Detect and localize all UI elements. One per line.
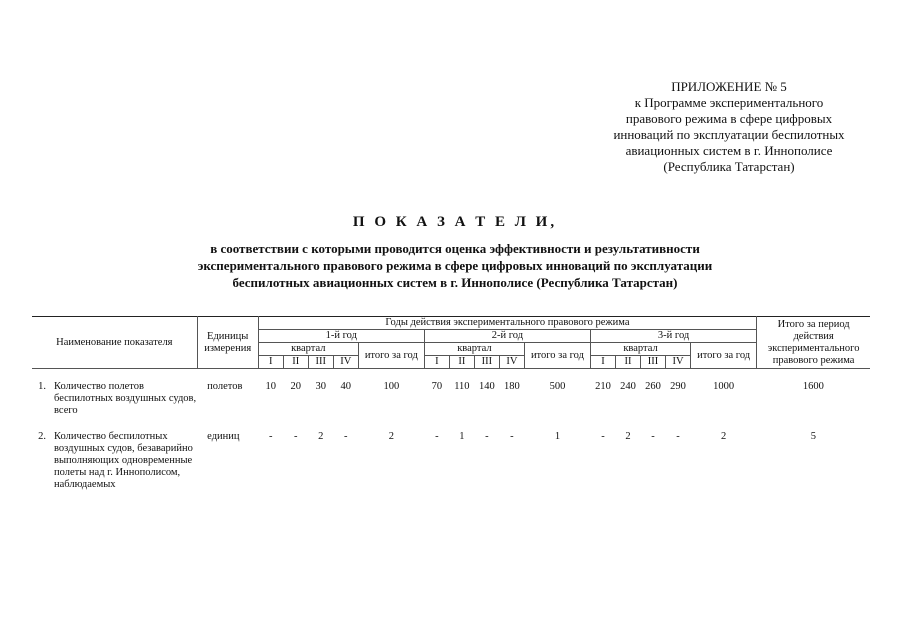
header-q-ii: II bbox=[283, 356, 308, 369]
header-year-2-total: итого за год bbox=[524, 343, 590, 369]
appendix-line: (Республика Татарстан) bbox=[663, 159, 795, 174]
value-cell: 1 bbox=[459, 431, 465, 442]
header-year-3: 3-й год bbox=[590, 330, 756, 343]
header-year-2: 2-й год bbox=[424, 330, 590, 343]
indicators-table bbox=[32, 316, 870, 491]
value-cell: - bbox=[435, 431, 439, 442]
year-total-cell: 100 bbox=[383, 381, 400, 392]
year-total-cell: 1 bbox=[554, 431, 561, 442]
document-subtitle bbox=[110, 240, 800, 291]
value-cell: - bbox=[676, 431, 680, 442]
header-q-iv: IV bbox=[333, 356, 358, 369]
header-q-iii: III bbox=[308, 356, 333, 369]
value-cell: 2 bbox=[318, 431, 324, 442]
header-quarter-1: квартал bbox=[258, 343, 358, 356]
value-cell: - bbox=[485, 431, 489, 442]
value-cell: 10 bbox=[265, 381, 276, 392]
grand-total-cell: 1600 bbox=[802, 381, 824, 392]
grand-total-cell: 5 bbox=[810, 431, 816, 442]
value-cell: 40 bbox=[340, 381, 352, 392]
value-cell: - bbox=[268, 431, 273, 442]
header-year-1: 1-й год bbox=[258, 330, 424, 343]
header-grand-total: Итого за период действия экспериментального правового режима bbox=[757, 317, 870, 369]
header-q-iii: III bbox=[641, 356, 666, 369]
value-cell: 20 bbox=[290, 381, 301, 392]
value-cell: 110 bbox=[454, 381, 470, 392]
year-total-cell: 2 bbox=[388, 431, 394, 442]
header-q-i: I bbox=[590, 356, 615, 369]
value-cell: 70 bbox=[431, 381, 443, 392]
value-cell: 140 bbox=[479, 381, 495, 392]
unit-cell: полетов bbox=[207, 381, 243, 392]
header-q-iii: III bbox=[474, 356, 499, 369]
appendix-line: правового режима в сфере цифровых bbox=[625, 111, 833, 126]
indicator-name: Количество полетов беспилотных воздушных судов, всего bbox=[54, 381, 197, 416]
header-q-iv: IV bbox=[499, 356, 524, 369]
header-quarter-3: квартал bbox=[590, 343, 690, 356]
header-indicator-name: Наименование показателя bbox=[32, 317, 197, 369]
subtitle-line: в соответствии с которыми проводится оценка эффективности и результативности bbox=[210, 241, 700, 256]
header-q-iv: IV bbox=[666, 356, 691, 369]
subtitle-line: экспериментального правового режима в сфере цифровых инноваций по эксплуатации bbox=[197, 258, 713, 273]
document-title: П О К А З А Т Е Л И, bbox=[352, 214, 558, 230]
year-total-cell: 2 bbox=[721, 431, 727, 442]
value-cell: - bbox=[510, 431, 514, 442]
value-cell: - bbox=[651, 431, 655, 442]
value-cell: 210 bbox=[595, 381, 611, 392]
value-cell: - bbox=[294, 431, 298, 442]
appendix-line: авиационных систем в г. Иннополисе bbox=[625, 143, 833, 158]
header-years-group: Годы действия экспериментального правового режима bbox=[258, 317, 756, 330]
value-cell: 240 bbox=[620, 381, 636, 392]
value-cell: - bbox=[601, 431, 605, 442]
appendix-line: инноваций по эксплуатации беспилотных bbox=[613, 127, 845, 142]
indicator-name: Количество беспилотных воздушных судов, безаварийно выполняющих одновременные полеты над г. Иннополисом, наблюдаемых bbox=[54, 431, 193, 490]
header-q-i: I bbox=[258, 356, 283, 369]
value-cell: - bbox=[344, 431, 348, 442]
appendix-block bbox=[570, 79, 888, 175]
header-year-1-total: итого за год bbox=[358, 343, 424, 369]
header-q-i: I bbox=[424, 356, 449, 369]
appendix-line: ПРИЛОЖЕНИЕ № 5 bbox=[671, 79, 787, 94]
unit-cell: единиц bbox=[207, 431, 240, 442]
header-year-3-total: итого за год bbox=[691, 343, 757, 369]
value-cell: 2 bbox=[625, 431, 631, 442]
row-number: 1. bbox=[38, 381, 47, 392]
value-cell: 290 bbox=[670, 381, 686, 392]
header-unit: Единицы измерения bbox=[197, 317, 258, 369]
table-row bbox=[32, 381, 870, 431]
spacer-row bbox=[32, 369, 870, 382]
year-total-cell: 500 bbox=[549, 381, 566, 392]
table-row bbox=[32, 431, 870, 491]
header-q-ii: II bbox=[616, 356, 641, 369]
appendix-line: к Программе экспериментального bbox=[634, 95, 824, 110]
value-cell: 260 bbox=[645, 381, 661, 392]
header-quarter-2: квартал bbox=[424, 343, 524, 356]
value-cell: 30 bbox=[315, 381, 327, 392]
subtitle-line: беспилотных авиационных систем в г. Иннополисе (Республика Татарстан) bbox=[232, 275, 678, 290]
value-cell: 180 bbox=[504, 381, 520, 392]
header-q-ii: II bbox=[449, 356, 474, 369]
year-total-cell: 1000 bbox=[713, 381, 735, 392]
document-heading bbox=[110, 212, 800, 291]
row-number: 2. bbox=[38, 431, 47, 442]
